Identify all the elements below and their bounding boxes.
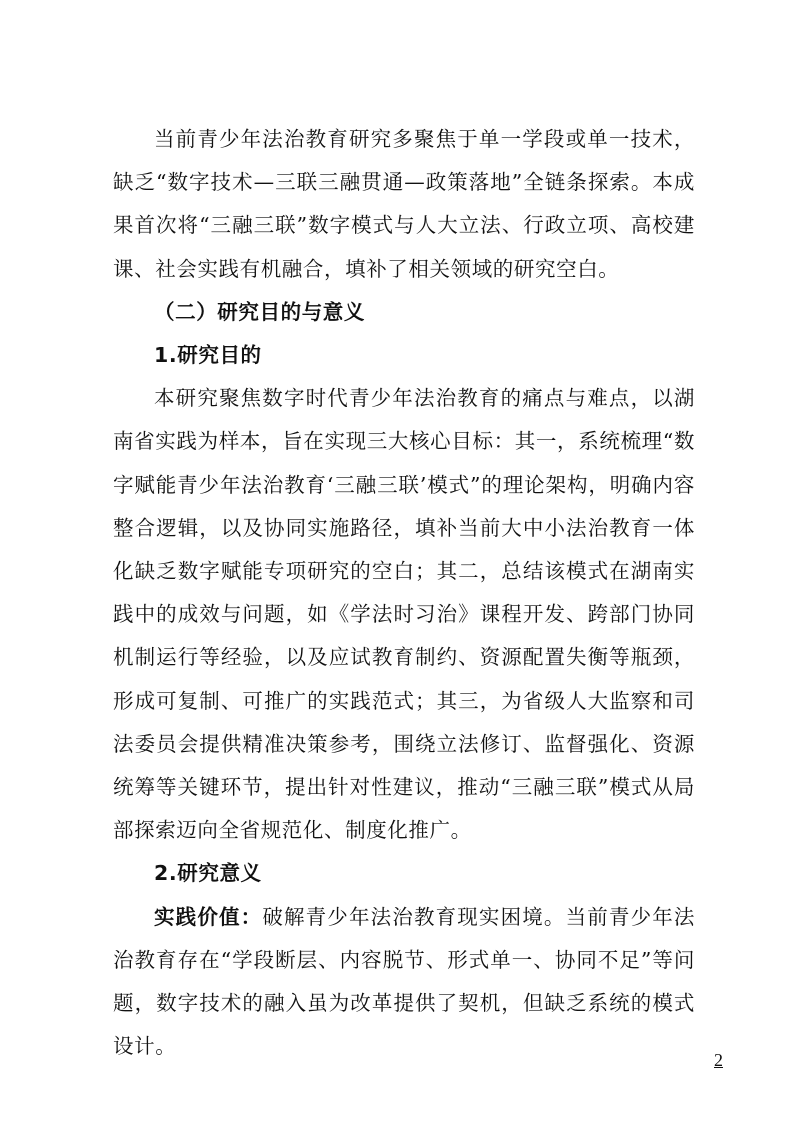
page-body xyxy=(113,118,695,1068)
subheading-research-significance: 2.研究意义 xyxy=(154,861,262,886)
paragraph-practical-value xyxy=(113,896,695,1069)
section-heading-purpose-significance: （二）研究目的与意义 xyxy=(154,299,365,324)
paragraph-research-purpose: 本研究聚焦数字时代青少年法治教育的痛点与难点，以湖南省实践为样本，旨在实现三大核心目标：其一，系统梳理“数字赋能青少年法治教育‘三融三联’模式”的理论架构，明确内容整合逻辑，以及协同实施路径，填补当前大中小法治教育一体化缺乏数字赋能专项研究的空白；其二，总结该模式在湖南实践中的成效与问题，如《学法时习治》课程开发、跨部门协同机制运行等经验，以及应试教育制约、资源配置失衡等瓶颈，形成可复制、可推广的实践范式；其三，为省级人大监察和司法委员会提供精准决策参考，围绕立法修订、监督强化、资源统筹等关键环节，提出针对性建议，推动“三融三联”模式从局部探索迈向全省规范化、制度化推广。 xyxy=(113,386,695,843)
paragraph-research-gap: 当前青少年法治教育研究多聚焦于单一学段或单一技术，缺乏“数字技术—三联三融贯通—政策落地”全链条探索。本成果首次将“三融三联”数字模式与人大立法、行政立项、高校建课、社会实践有机融合，填补了相关领域的研究空白。 xyxy=(113,127,695,281)
subheading-research-purpose: 1.研究目的 xyxy=(154,343,262,368)
page-number: 2 xyxy=(714,1050,723,1070)
practical-value-label: 实践价值： xyxy=(154,904,263,929)
practical-value-text: 破解青少年法治教育现实困境。当前青少年法治教育存在“学段断层、内容脱节、形式单一、协同不足”等问题，数字技术的融入虽为改革提供了契机，但缺乏系统的模式设计。 xyxy=(113,904,695,1059)
